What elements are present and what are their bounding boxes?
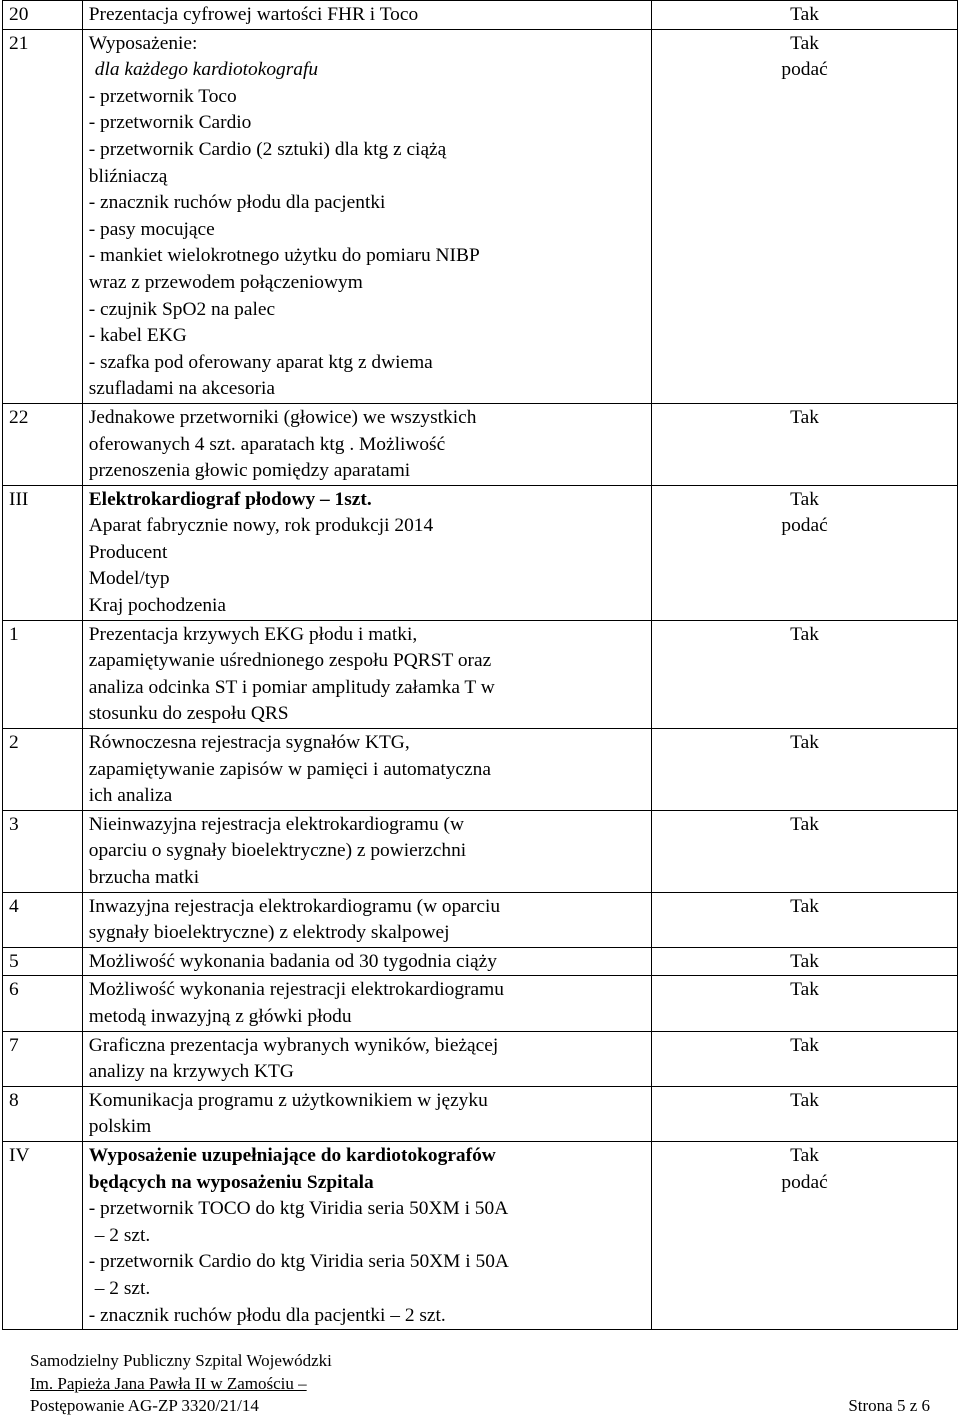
row-description: Wyposażenie: dla każdego kardiotokografu - przetwornik Toco - przetwornik Cardio - przetwornik Cardio (2 sztuki) dla ktg z ciążą bliźniaczą - znacznik ruchów płodu dla pacjentki - pasy mocujące - mankiet wielokrotnego użytku do pomiaru NIBP wraz z przewodem połączeniowym - czujnik SpO2 na palec - kabel EKG - szafka pod oferowany aparat ktg z dwiema szufladami na akcesoria [82, 29, 651, 403]
row-value: Tak [652, 810, 958, 892]
table-row [3, 729, 958, 811]
page-footer [30, 1350, 930, 1418]
row-value: Tak [652, 620, 958, 728]
row-description: Nieinwazyjna rejestracja elektrokardiogramu (w oparciu o sygnały bioelektryczne) z powierzchni brzucha matki [82, 810, 651, 892]
table-row [3, 1141, 958, 1329]
row-description: Możliwość wykonania rejestracji elektrokardiogramu metodą inwazyjną z główki płodu [82, 976, 651, 1031]
row-number: 8 [3, 1086, 83, 1141]
row-value: Tak [652, 947, 958, 976]
row-description: Wyposażenie uzupełniające do kardiotokografów będących na wyposażeniu Szpitala - przetwornik TOCO do ktg Viridia seria 50XM i 50A – 2 szt. - przetwornik Cardio do ktg Viridia seria 50XM i 50A – 2 szt. - znacznik ruchów płodu dla pacjentki – 2 szt. [82, 1141, 651, 1329]
row-value: Tak [652, 1031, 958, 1086]
row-number: 2 [3, 729, 83, 811]
table-row [3, 29, 958, 403]
footer-hospital-address: Im. Papieża Jana Pawła II w Zamościu – [30, 1373, 307, 1393]
row-number: III [3, 485, 83, 620]
row-value: Tak podać [652, 1141, 958, 1329]
row-value: Tak [652, 892, 958, 947]
table-row [3, 620, 958, 728]
row-description: Komunikacja programu z użytkownikiem w języku polskim [82, 1086, 651, 1141]
row-description: Możliwość wykonania badania od 30 tygodnia ciąży [82, 947, 651, 976]
row-number: 7 [3, 1031, 83, 1086]
row-value: Tak [652, 1, 958, 30]
table-row [3, 403, 958, 485]
row-number: 1 [3, 620, 83, 728]
table-row [3, 976, 958, 1031]
row-value: Tak [652, 1086, 958, 1141]
row-description: Prezentacja cyfrowej wartości FHR i Toco [82, 1, 651, 30]
row-description: Elektrokardiograf płodowy – 1szt. Aparat fabrycznie nowy, rok produkcji 2014 Producent Model/typ Kraj pochodzenia [82, 485, 651, 620]
row-description: Prezentacja krzywych EKG płodu i matki, zapamiętywanie uśrednionego zespołu PQRST oraz analiza odcinka ST i pomiar amplitudy załamka T w stosunku do zespołu QRS [82, 620, 651, 728]
table-row [3, 1086, 958, 1141]
row-value: Tak [652, 729, 958, 811]
row-description: Inwazyjna rejestracja elektrokardiogramu (w oparciu sygnały bioelektryczne) z elektrody skalpowej [82, 892, 651, 947]
row-value: Tak [652, 403, 958, 485]
row-value: Tak podać [652, 485, 958, 620]
row-number: 3 [3, 810, 83, 892]
row-number: 22 [3, 403, 83, 485]
table-row [3, 810, 958, 892]
row-number: 21 [3, 29, 83, 403]
specification-table [2, 0, 958, 1330]
footer-hospital-name: Samodzielny Publiczny Szpital Wojewódzki [30, 1351, 332, 1370]
table-row [3, 485, 958, 620]
table-row [3, 892, 958, 947]
row-number: 6 [3, 976, 83, 1031]
row-value: Tak [652, 976, 958, 1031]
row-number: IV [3, 1141, 83, 1329]
footer-procedure-number: Postępowanie AG-ZP 3320/21/14 [30, 1396, 259, 1415]
row-description: Graficzna prezentacja wybranych wyników, bieżącej analizy na krzywych KTG [82, 1031, 651, 1086]
row-value: Tak podać [652, 29, 958, 403]
table-row [3, 947, 958, 976]
row-description: Równoczesna rejestracja sygnałów KTG, zapamiętywanie zapisów w pamięci i automatyczna ich analiza [82, 729, 651, 811]
row-description: Jednakowe przetworniki (głowice) we wszystkich oferowanych 4 szt. aparatach ktg . Możliwość przenoszenia głowic pomiędzy aparatami [82, 403, 651, 485]
table-row [3, 1, 958, 30]
page-number: Strona 5 z 6 [848, 1396, 930, 1415]
table-row [3, 1031, 958, 1086]
row-number: 5 [3, 947, 83, 976]
row-number: 20 [3, 1, 83, 30]
row-number: 4 [3, 892, 83, 947]
